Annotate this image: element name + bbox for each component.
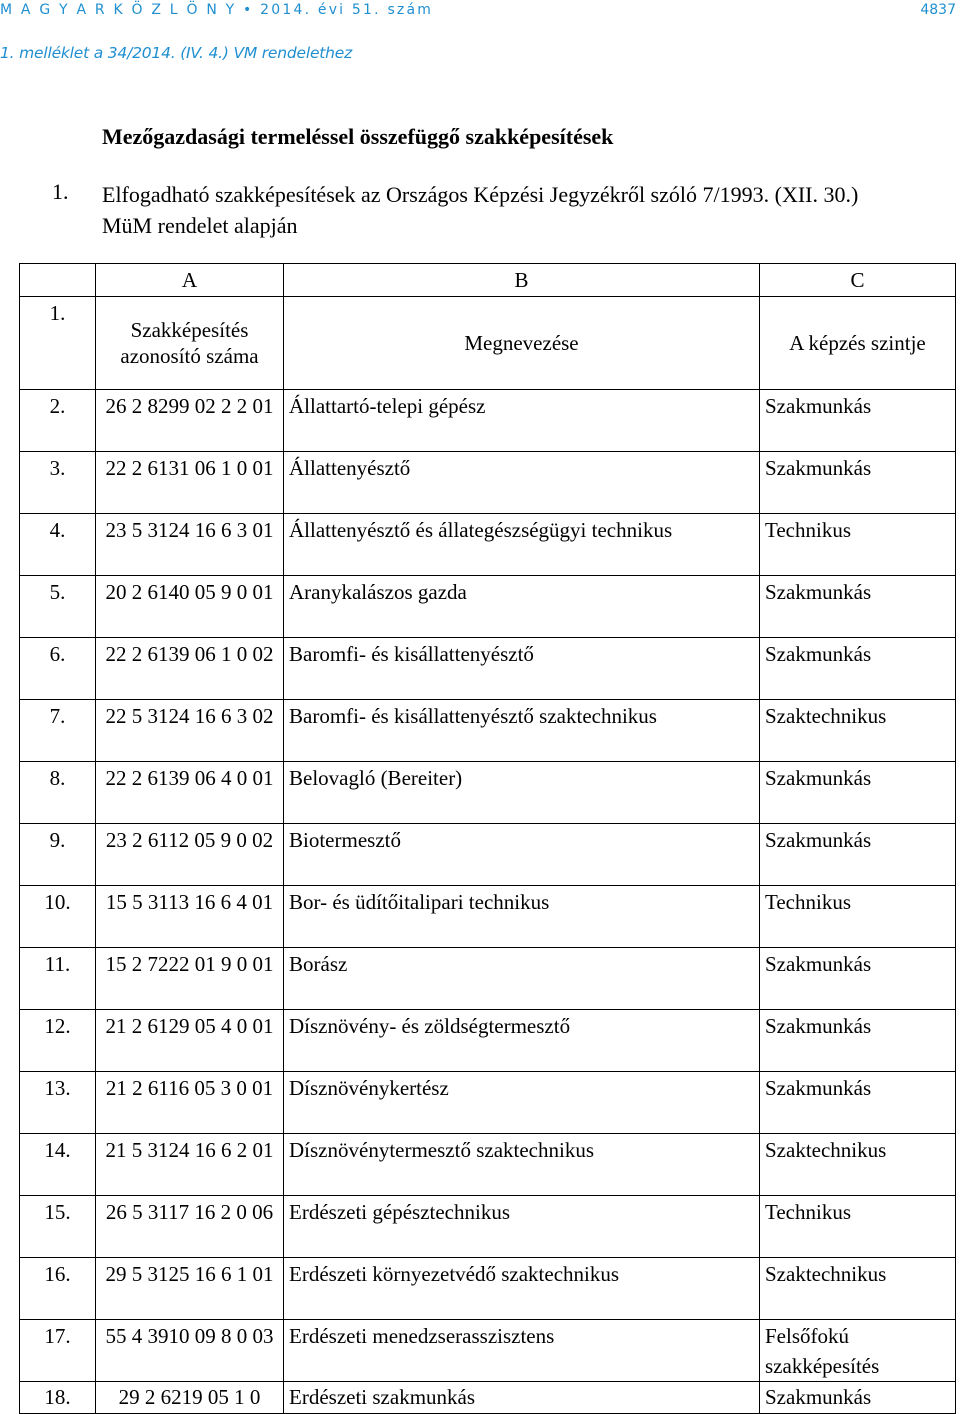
table-row — [20, 824, 956, 886]
qualification-name: Biotermesztő — [284, 824, 760, 886]
row-number: 3. — [20, 452, 96, 514]
training-level: Szakmunkás — [760, 390, 956, 452]
qualification-code: 20 2 6140 05 9 0 01 — [96, 576, 284, 638]
qualification-code: 21 2 6129 05 4 0 01 — [96, 1010, 284, 1072]
qualification-code: 26 2 8299 02 2 2 01 — [96, 390, 284, 452]
row-number: 14. — [20, 1134, 96, 1196]
column-letters-row — [20, 264, 956, 297]
qualification-name: Dísznövénytermesztő szaktechnikus — [284, 1134, 760, 1196]
qualification-code: 29 2 6219 05 1 0 — [96, 1382, 284, 1414]
qualification-code: 21 5 3124 16 6 2 01 — [96, 1134, 284, 1196]
row-number: 18. — [20, 1382, 96, 1414]
qualification-code: 55 4 3910 09 8 0 03 — [96, 1320, 284, 1382]
annex-reference: 1. melléklet a 34/2014. (IV. 4.) VM rendelethez — [0, 44, 353, 62]
row-number: 6. — [20, 638, 96, 700]
qualification-name: Erdészeti szakmunkás — [284, 1382, 760, 1414]
journal-header: M A G Y A R K Ö Z L Ö N Y • 2014. évi 51. szám — [0, 2, 434, 18]
row-number: 17. — [20, 1320, 96, 1382]
table-row — [20, 1258, 956, 1320]
qualification-code: 23 5 3124 16 6 3 01 — [96, 514, 284, 576]
qualification-name: Dísznövény- és zöldségtermesztő — [284, 1010, 760, 1072]
blank-cell — [20, 264, 96, 297]
training-level: Szakmunkás — [760, 948, 956, 1010]
training-level: Szaktechnikus — [760, 1134, 956, 1196]
qualification-code: 22 2 6139 06 4 0 01 — [96, 762, 284, 824]
training-level: Szakmunkás — [760, 452, 956, 514]
training-level: Szaktechnikus — [760, 700, 956, 762]
column-letter-a: A — [96, 264, 284, 297]
row-number: 8. — [20, 762, 96, 824]
document-title: Mezőgazdasági termeléssel összefüggő szakképesítések — [102, 124, 614, 149]
qualification-name: Baromfi- és kisállattenyésztő — [284, 638, 760, 700]
row-number: 5. — [20, 576, 96, 638]
table-row — [20, 1134, 956, 1196]
qualification-name: Állattenyésztő és állategészségügyi technikus — [284, 514, 760, 576]
training-level: Szakmunkás — [760, 576, 956, 638]
table-row — [20, 700, 956, 762]
qualification-name: Aranykalászos gazda — [284, 576, 760, 638]
header-col-c: A képzés szintje — [760, 297, 956, 390]
table-row — [20, 576, 956, 638]
row-number: 2. — [20, 390, 96, 452]
table-row — [20, 762, 956, 824]
qualification-code: 29 5 3125 16 6 1 01 — [96, 1258, 284, 1320]
qualification-code: 22 2 6131 06 1 0 01 — [96, 452, 284, 514]
row-number: 7. — [20, 700, 96, 762]
qualification-code: 21 2 6116 05 3 0 01 — [96, 1072, 284, 1134]
page-number: 4837 — [920, 2, 956, 18]
training-level: Technikus — [760, 514, 956, 576]
row-number: 9. — [20, 824, 96, 886]
training-level: Technikus — [760, 1196, 956, 1258]
training-level: Felsőfokú szakképesítés — [760, 1320, 956, 1382]
training-level: Szakmunkás — [760, 638, 956, 700]
row-number-text: 1. — [49, 301, 66, 325]
table-header-row — [20, 297, 956, 390]
table-row — [20, 948, 956, 1010]
column-letter-c: C — [760, 264, 956, 297]
table-row — [20, 886, 956, 948]
row-number: 15. — [20, 1196, 96, 1258]
table-row — [20, 1320, 956, 1382]
table-row — [20, 1010, 956, 1072]
qualification-name: Erdészeti menedzserasszisztens — [284, 1320, 760, 1382]
qualification-code: 15 5 3113 16 6 4 01 — [96, 886, 284, 948]
row-number — [20, 297, 96, 390]
qualification-name: Dísznövénykertész — [284, 1072, 760, 1134]
header-col-a: Szakképesítés azonosító száma — [96, 297, 284, 390]
training-level: Szakmunkás — [760, 1072, 956, 1134]
column-letter-b: B — [284, 264, 760, 297]
row-number: 13. — [20, 1072, 96, 1134]
section-number: 1. — [52, 179, 69, 204]
qualification-name: Erdészeti környezetvédő szaktechnikus — [284, 1258, 760, 1320]
training-level: Szakmunkás — [760, 1382, 956, 1414]
table-row — [20, 390, 956, 452]
table-row — [20, 452, 956, 514]
qualification-code: 15 2 7222 01 9 0 01 — [96, 948, 284, 1010]
row-number: 4. — [20, 514, 96, 576]
table-row — [20, 1196, 956, 1258]
qualification-name: Erdészeti gépésztechnikus — [284, 1196, 760, 1258]
qualifications-table — [19, 263, 956, 1414]
header-col-b: Megnevezése — [284, 297, 760, 390]
training-level: Technikus — [760, 886, 956, 948]
qualification-code: 23 2 6112 05 9 0 02 — [96, 824, 284, 886]
qualification-name: Állattenyésztő — [284, 452, 760, 514]
training-level: Szakmunkás — [760, 762, 956, 824]
qualification-name: Belovagló (Bereiter) — [284, 762, 760, 824]
qualification-name: Baromfi- és kisállattenyésztő szaktechnikus — [284, 700, 760, 762]
qualification-name: Borász — [284, 948, 760, 1010]
qualification-name: Állattartó-telepi gépész — [284, 390, 760, 452]
table-row — [20, 638, 956, 700]
row-number: 12. — [20, 1010, 96, 1072]
section-text: Elfogadható szakképesítések az Országos Képzési Jegyzékről szóló 7/1993. (XII. 30.) MüM rendelet alapján — [102, 182, 859, 238]
training-level: Szakmunkás — [760, 824, 956, 886]
training-level: Szaktechnikus — [760, 1258, 956, 1320]
training-level: Szakmunkás — [760, 1010, 956, 1072]
row-number: 10. — [20, 886, 96, 948]
row-number: 16. — [20, 1258, 96, 1320]
table-row — [20, 514, 956, 576]
qualification-code: 26 5 3117 16 2 0 06 — [96, 1196, 284, 1258]
table-row — [20, 1072, 956, 1134]
qualification-name: Bor- és üdítőitalipari technikus — [284, 886, 760, 948]
row-number: 11. — [20, 948, 96, 1010]
qualification-code: 22 2 6139 06 1 0 02 — [96, 638, 284, 700]
qualification-code: 22 5 3124 16 6 3 02 — [96, 700, 284, 762]
